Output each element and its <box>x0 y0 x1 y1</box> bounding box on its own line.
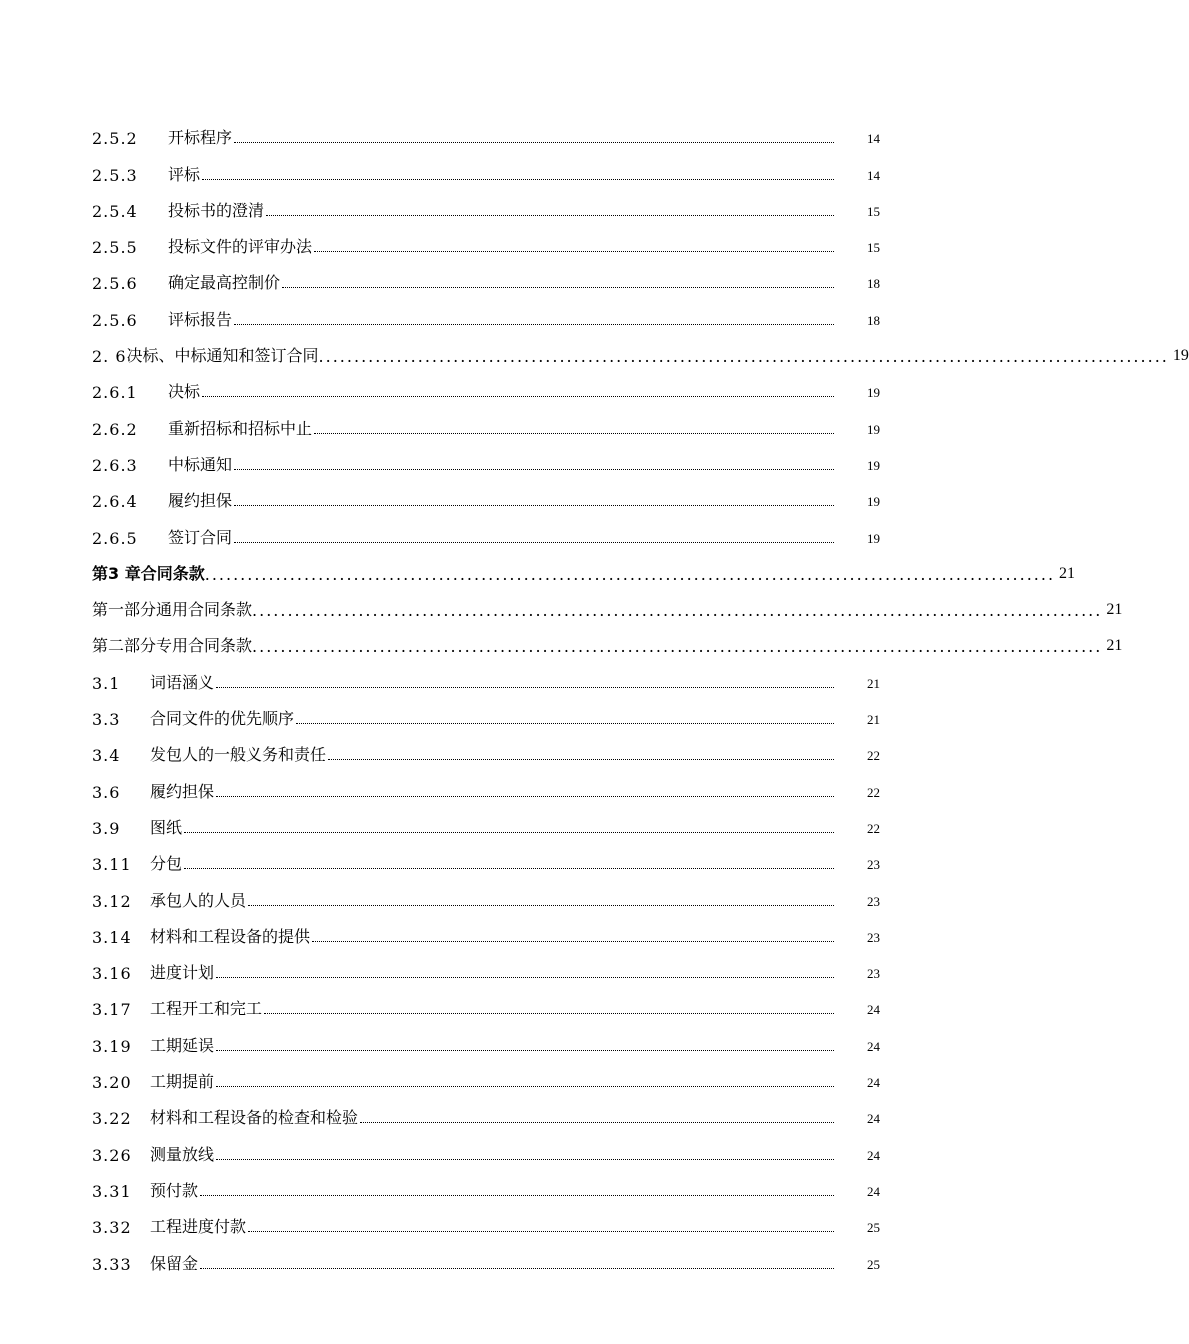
toc-entry[interactable] <box>92 1165 880 1201</box>
toc-entry-number: 2.5.2 <box>92 129 138 149</box>
toc-entry[interactable] <box>92 947 880 983</box>
toc-entry-title: 决标 <box>168 382 201 402</box>
toc-entry-number: 3.17 <box>92 1000 132 1020</box>
toc-entry[interactable] <box>92 330 1189 367</box>
toc-entry-number: 3.19 <box>92 1036 132 1056</box>
toc-entry-page-number: 22 <box>867 784 880 800</box>
toc-entry-page-number: 19 <box>867 421 880 437</box>
dot-leader <box>266 215 834 216</box>
toc-entry-number: 第二部分 <box>92 636 157 656</box>
toc-entry[interactable] <box>92 257 880 293</box>
toc-entry-page-number: 18 <box>867 312 880 328</box>
toc-entry[interactable] <box>92 838 880 874</box>
dot-leader <box>234 469 834 470</box>
toc-entry[interactable] <box>92 1128 880 1164</box>
toc-entry-number: 2.5.5 <box>92 238 138 258</box>
toc-entry-number: 3.16 <box>92 964 132 984</box>
toc-entry-title: 评标报告 <box>168 309 233 329</box>
toc-entry-title: 词语涵义 <box>150 672 215 692</box>
toc-entry-page-number: 24 <box>867 1038 880 1054</box>
toc-entry-page-number: 24 <box>867 1111 880 1127</box>
toc-entry-number: 2.6.4 <box>92 492 138 512</box>
toc-entry-page-number: 14 <box>867 131 880 147</box>
dot-leader <box>314 433 834 434</box>
toc-entry[interactable] <box>92 620 1123 657</box>
toc-entry-number: 3.20 <box>92 1073 132 1093</box>
toc-entry-title: 分包 <box>150 854 183 874</box>
toc-entry-title: 投标书的澄清 <box>168 200 265 220</box>
dot-leader <box>234 324 834 325</box>
dot-leader <box>184 868 834 869</box>
toc-entry[interactable] <box>92 402 880 438</box>
toc-entry-title: 重新招标和招标中止 <box>168 418 313 438</box>
toc-entry-number: 2.5.4 <box>92 201 138 221</box>
toc-entry-number: 3.6 <box>92 782 121 802</box>
toc-entry[interactable] <box>92 874 880 910</box>
toc-entry-number: 3.12 <box>92 891 132 911</box>
toc-entry-title: 确定最高控制价 <box>168 273 281 293</box>
dot-leader <box>312 941 834 942</box>
toc-entry[interactable] <box>92 511 880 547</box>
toc-entry[interactable] <box>92 1237 880 1273</box>
dot-leader <box>216 796 834 797</box>
toc-entry-page-number: 14 <box>867 167 880 183</box>
toc-entry-number: 3.32 <box>92 1218 132 1238</box>
toc-entry-page-number: 25 <box>867 1256 880 1272</box>
toc-entry-page-number: 19 <box>1172 347 1189 365</box>
toc-entry-title: 工程进度付款 <box>150 1217 247 1237</box>
toc-entry[interactable] <box>92 1201 880 1237</box>
toc-entry-title: 评标 <box>168 164 201 184</box>
toc-entry-title: 进度计划 <box>150 963 215 983</box>
dot-leader <box>248 1231 834 1232</box>
dot-leader <box>296 723 834 724</box>
toc-entry[interactable] <box>92 148 880 184</box>
toc-entry-title: 工期延误 <box>150 1035 215 1055</box>
toc-entry-title: 专用合同条款 <box>156 636 253 656</box>
toc-entry-page-number: 23 <box>867 857 880 873</box>
toc-entry-title: 合同条款 <box>140 563 205 583</box>
dot-leader <box>328 759 834 760</box>
toc-entry-number: 3.11 <box>92 855 132 875</box>
toc-entry-page-number: 23 <box>867 929 880 945</box>
toc-entry[interactable] <box>92 693 880 729</box>
toc-entry-title: 开标程序 <box>168 128 233 148</box>
dot-leader <box>282 287 834 288</box>
dot-leader <box>202 396 834 397</box>
dot-leader: ........................................................................................................................ <box>252 601 1103 621</box>
toc-entry-page-number: 21 <box>867 712 880 728</box>
toc-entry-page-number: 21 <box>1059 564 1076 582</box>
dot-leader <box>248 905 834 906</box>
toc-entry-title: 材料和工程设备的检查和检验 <box>150 1108 359 1128</box>
toc-entry-page-number: 24 <box>867 1183 880 1199</box>
dot-leader <box>202 179 834 180</box>
toc-entry[interactable] <box>92 221 880 257</box>
dot-leader <box>216 1159 834 1160</box>
toc-entry[interactable] <box>92 656 880 692</box>
toc-entry-page-number: 25 <box>867 1220 880 1236</box>
toc-entry-title: 预付款 <box>150 1180 199 1200</box>
toc-entry-title: 通用合同条款 <box>156 600 253 620</box>
toc-entry[interactable] <box>92 366 880 402</box>
toc-entry-number: 3.14 <box>92 927 132 947</box>
toc-entry-page-number: 24 <box>867 1002 880 1018</box>
toc-entry[interactable] <box>92 185 880 221</box>
toc-entry-title: 材料和工程设备的提供 <box>150 926 311 946</box>
dot-leader <box>184 832 834 833</box>
toc-entry-page-number: 21 <box>867 675 880 691</box>
toc-entry-number: 3.4 <box>92 746 121 766</box>
toc-entry[interactable] <box>92 1092 880 1128</box>
toc-entry[interactable] <box>92 765 880 801</box>
dot-leader <box>216 687 834 688</box>
toc-entry-title: 保留金 <box>150 1253 199 1273</box>
toc-entry-number: 2.5.6 <box>92 310 138 330</box>
toc-entry-page-number: 23 <box>867 966 880 982</box>
toc-entry[interactable] <box>92 802 880 838</box>
toc-entry-number: 2.6.3 <box>92 455 138 475</box>
toc-entry-number: 3.1 <box>92 673 121 693</box>
dot-leader <box>314 251 834 252</box>
toc-entry-page-number: 19 <box>867 494 880 510</box>
toc-entry-number: 3.3 <box>92 710 121 730</box>
toc-entry-title: 履约担保 <box>168 491 233 511</box>
toc-entry[interactable] <box>92 293 880 329</box>
toc-entry-title: 签订合同 <box>168 527 233 547</box>
toc-entry-title: 履约担保 <box>150 781 215 801</box>
toc-entry-page-number: 15 <box>867 240 880 256</box>
dot-leader <box>234 505 834 506</box>
toc-entry-page-number: 22 <box>867 820 880 836</box>
toc-entry-number: 第一部分 <box>92 600 157 620</box>
toc-entry-page-number: 24 <box>867 1147 880 1163</box>
toc-entry[interactable] <box>92 911 880 947</box>
toc-entry-number: 2.5.6 <box>92 274 138 294</box>
dot-leader <box>200 1268 834 1269</box>
toc-entry-title: 中标通知 <box>168 454 233 474</box>
dot-leader <box>200 1195 834 1196</box>
toc-entry-page-number: 21 <box>1106 637 1123 655</box>
toc-entry-page-number: 21 <box>1106 601 1123 619</box>
toc-entry-page-number: 22 <box>867 748 880 764</box>
toc-entry-number: 2.6.5 <box>92 528 138 548</box>
toc-entry[interactable] <box>92 1019 880 1055</box>
toc-entry[interactable] <box>92 548 1076 584</box>
dot-leader <box>216 977 834 978</box>
toc-entry[interactable] <box>92 584 1123 621</box>
dot-leader: ........................................................................................................................ <box>318 347 1169 367</box>
toc-entry-page-number: 24 <box>867 1075 880 1091</box>
toc-entry-title: 承包人的人员 <box>150 890 247 910</box>
toc-entry-title: 工期提前 <box>150 1072 215 1092</box>
toc-entry-title: 图纸 <box>150 817 183 837</box>
toc-entry-page-number: 19 <box>867 385 880 401</box>
toc-entry-number: 2.5.3 <box>92 165 138 185</box>
toc-entry-title: 发包人的一般义务和责任 <box>150 745 327 765</box>
toc-entry-number: 第3 章 <box>92 563 141 583</box>
toc-entry-number: 3.31 <box>92 1181 132 1201</box>
toc-entry-title: 投标文件的评审办法 <box>168 237 313 257</box>
dot-leader <box>264 1013 834 1014</box>
toc-entry-page-number: 23 <box>867 893 880 909</box>
dot-leader: ........................................................................................................................ <box>204 564 1056 584</box>
toc-entry-page-number: 15 <box>867 203 880 219</box>
toc-entry[interactable] <box>92 439 880 475</box>
toc-entry-number: 3.26 <box>92 1145 132 1165</box>
toc-entry-number: 3.33 <box>92 1254 132 1274</box>
dot-leader <box>234 542 834 543</box>
dot-leader <box>216 1050 834 1051</box>
toc-entry-page-number: 19 <box>867 457 880 473</box>
toc-entry[interactable] <box>92 983 880 1019</box>
dot-leader <box>216 1086 834 1087</box>
toc-entry[interactable] <box>92 1056 880 1092</box>
dot-leader: ........................................................................................................................ <box>252 637 1103 657</box>
toc-entry[interactable] <box>92 112 880 148</box>
toc-entry-page-number: 18 <box>867 276 880 292</box>
toc-entry-number: 3.22 <box>92 1109 132 1129</box>
toc-entry-number: 2.6.2 <box>92 419 138 439</box>
toc-entry-number: 2. 6 <box>92 347 127 367</box>
toc-entry[interactable] <box>92 729 880 765</box>
toc-entry-title: 决标、中标通知和签订合同 <box>126 346 319 366</box>
table-of-contents <box>92 112 1189 1274</box>
dot-leader <box>234 142 834 143</box>
toc-entry-title: 合同文件的优先顺序 <box>150 709 295 729</box>
toc-entry-number: 2.6.1 <box>92 383 138 403</box>
toc-entry-number: 3.9 <box>92 818 121 838</box>
toc-entry-page-number: 19 <box>867 530 880 546</box>
toc-entry[interactable] <box>92 475 880 511</box>
dot-leader <box>360 1122 834 1123</box>
toc-entry-title: 工程开工和完工 <box>150 999 263 1019</box>
toc-entry-title: 测量放线 <box>150 1144 215 1164</box>
